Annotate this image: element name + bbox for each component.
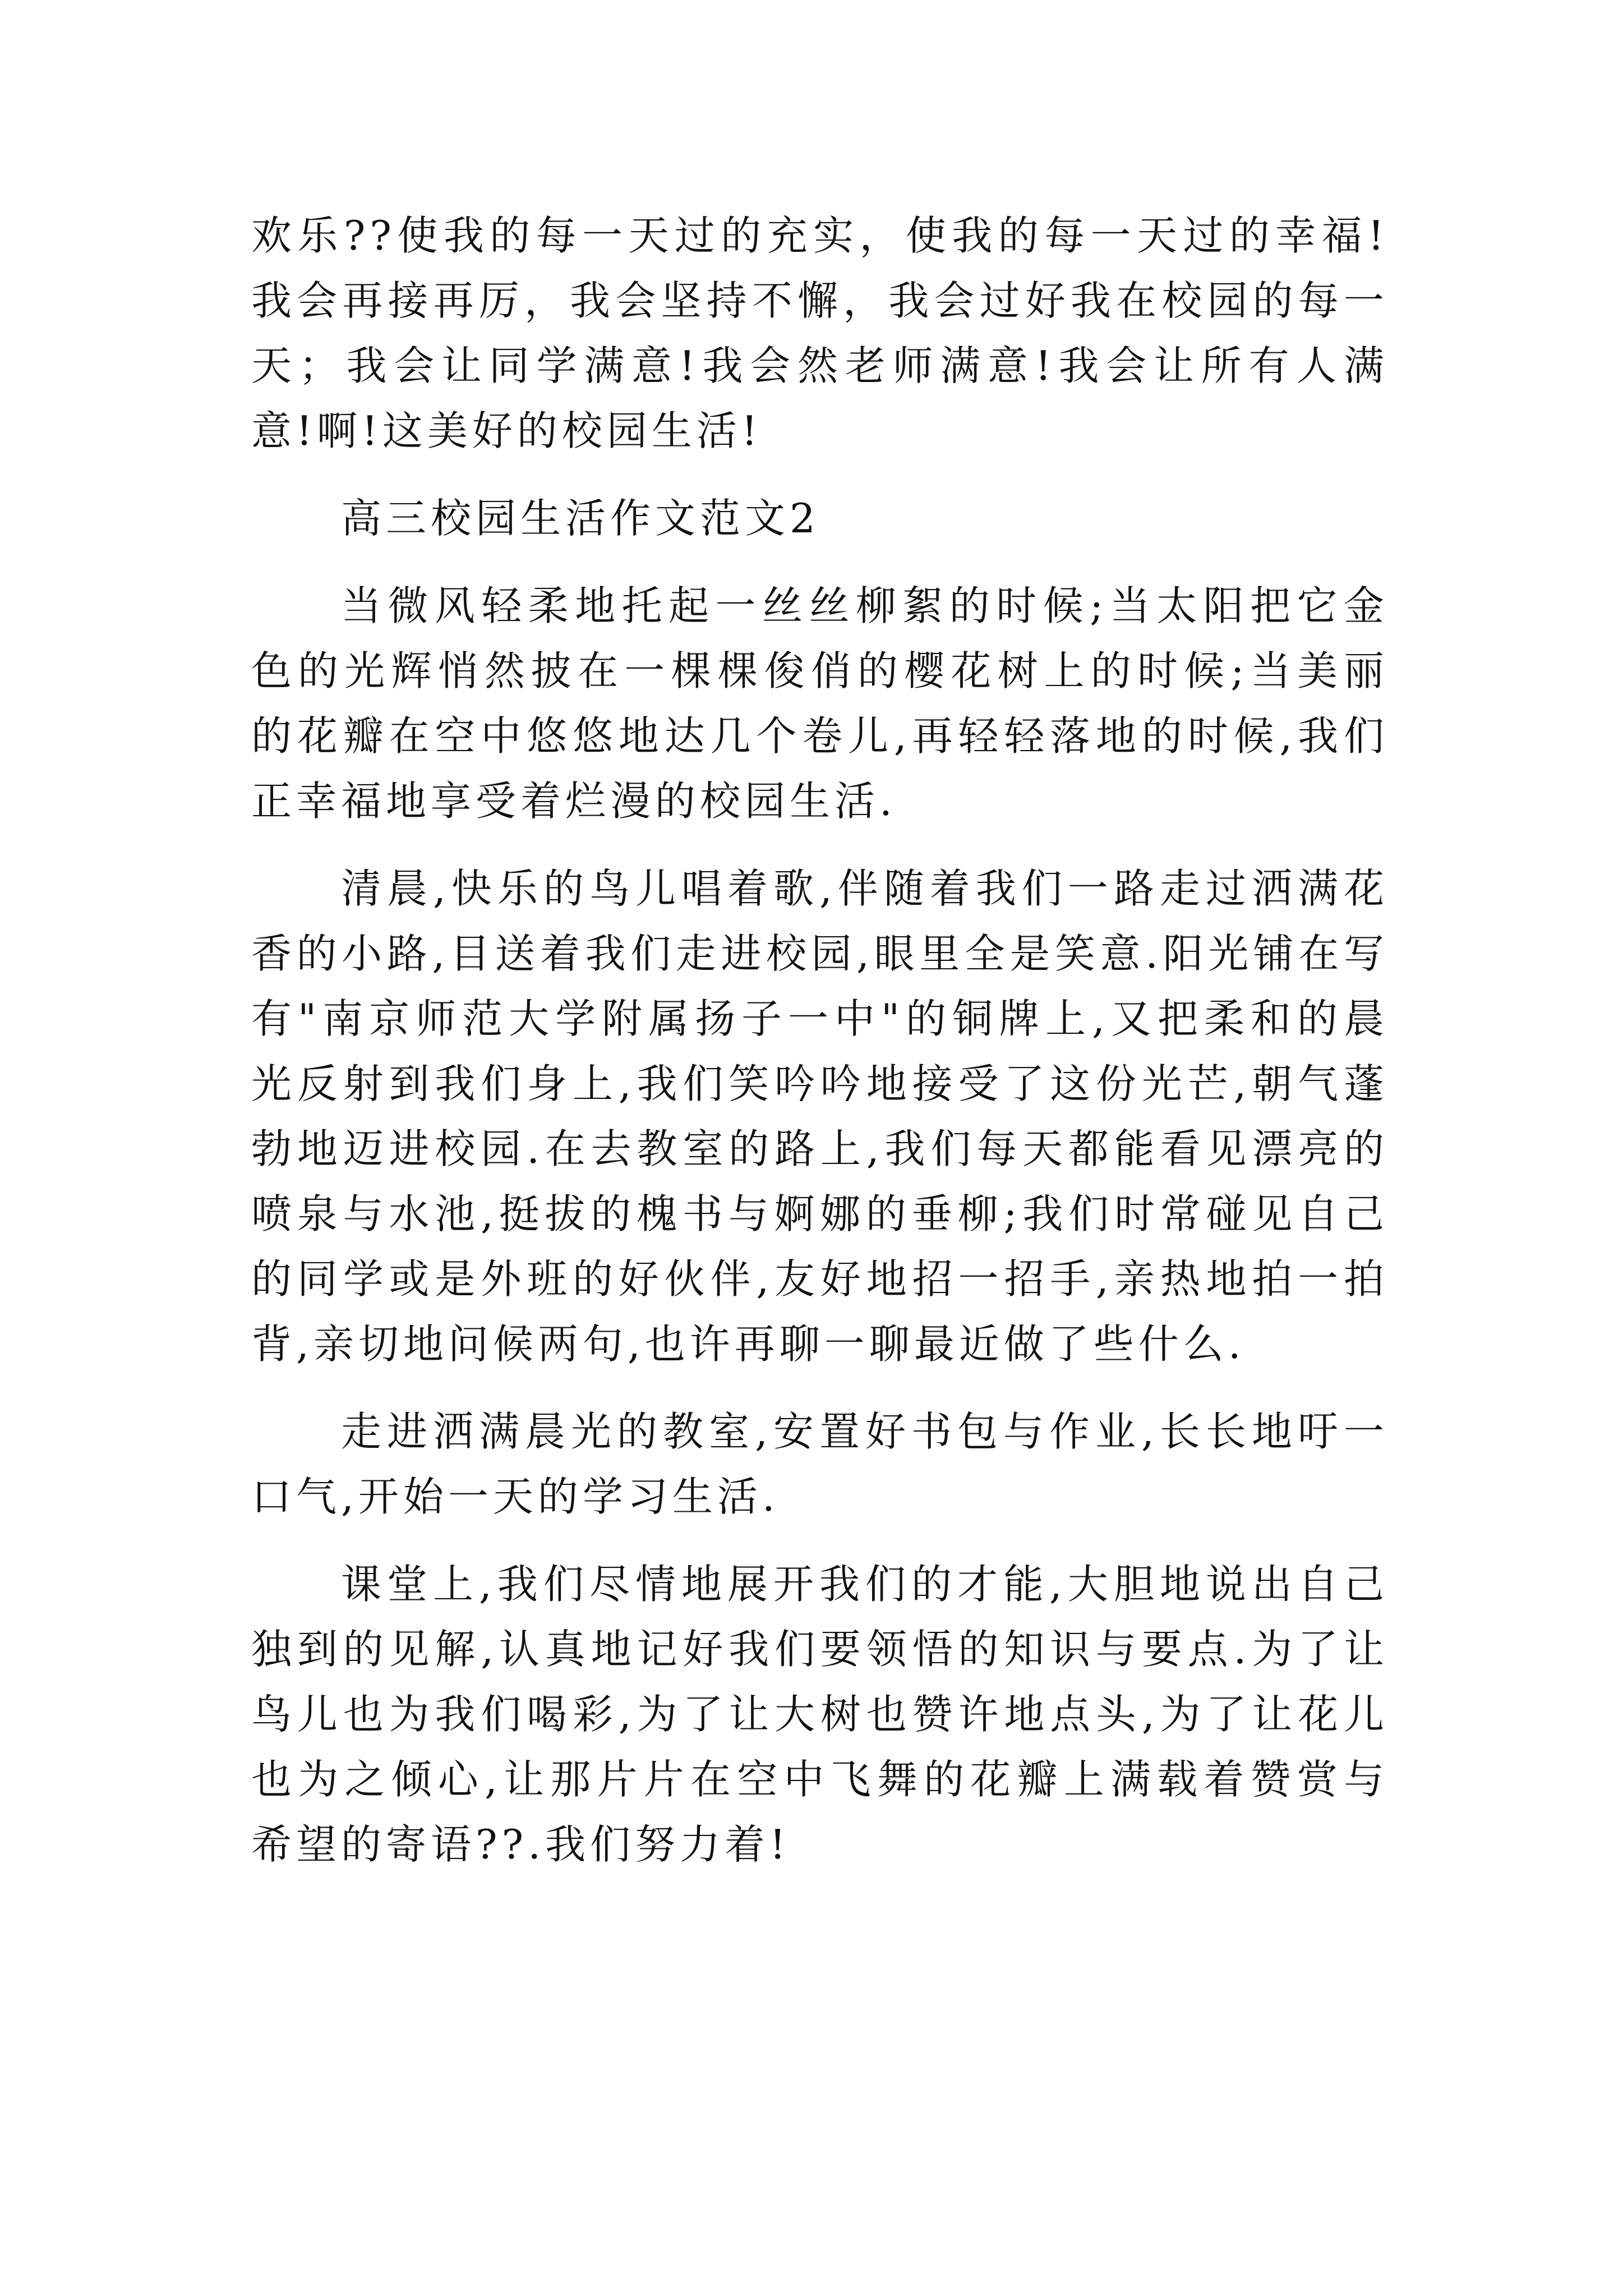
paragraph-continuation: 欢乐??使我的每一天过的充实，使我的每一天过的幸福!我会再接再厉，我会坚持不懈，我会过好我在校园的每一天；我会让同学满意!我会然老师满意!我会让所有人满意!啊!这美好的校园生活! — [251, 212, 1389, 454]
paragraph: 课堂上,我们尽情地展开我们的才能,大胆地说出自己独到的见解,认真地记好我们要领悟的知识与要点.为了让鸟儿也为我们喝彩,为了让大树也赞许地点头,为了让花儿也为之倾心,让那片片在空中飞舞的花瓣上满载着赞赏与希望的寄语??.我们努力着! — [251, 1561, 1389, 1868]
section-heading: 高三校园生活作文范文2 — [341, 495, 820, 542]
paragraph: 当微风轻柔地托起一丝丝柳絮的时候;当太阳把它金色的光辉悄然披在一棵棵俊俏的樱花树上的时候;当美丽的花瓣在空中悠悠地达几个卷儿,再轻轻落地的时候,我们正幸福地享受着烂漫的校园生活. — [251, 582, 1389, 825]
paragraph: 走进洒满晨光的教室,安置好书包与作业,长长地吁一口气,开始一天的学习生活. — [251, 1408, 1389, 1520]
paragraph: 清晨,快乐的鸟儿唱着歌,伴随着我们一路走过洒满花香的小路,目送着我们走进校园,眼里全是笑意.阳光铺在写有"南京师范大学附属扬子一中"的铜牌上,又把柔和的晨光反射到我们身上,我们笑吟吟地接受了这份光芒,朝气蓬勃地迈进校园.在去教室的路上,我们每天都能看见漂亮的喷泉与水池,挺拔的槐书与婀娜的垂柳;我们时常碰见自己的同学或是外班的好伙伴,友好地招一招手,亲热地拍一拍背,亲切地问候两句,也许再聊一聊最近做了些什么. — [251, 865, 1389, 1368]
essay-body — [251, 203, 1389, 1899]
